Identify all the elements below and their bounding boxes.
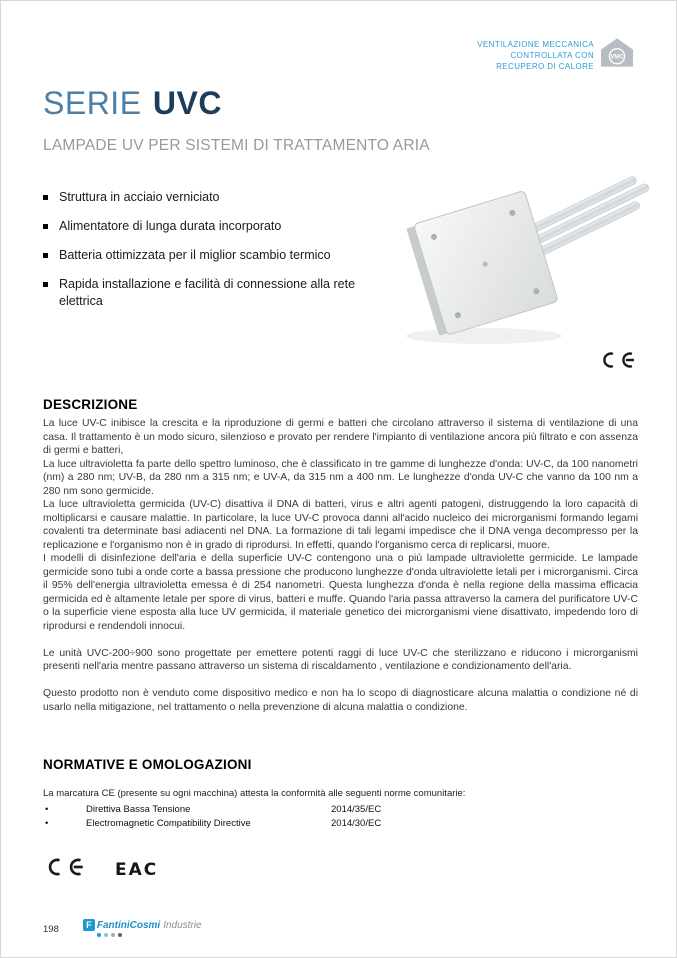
ce-mark-icon bbox=[43, 857, 85, 882]
normative-intro: La marcatura CE (presente su ogni macchina) attesta la conformità alle seguenti norme comunitarie: bbox=[43, 788, 466, 799]
normative-item bbox=[43, 803, 638, 817]
description-paragraph: I modelli di disinfezione dell'aria e della superficie UV-C contengono una o più lampade ultraviolette germicide. Le lampade germicide sono tubi a onde corte a bassa pressione che producono lunghezze d'onda ultraviolette letali per i microrganismi. Circa il 95% dell'energia ultravioletta emessa è di 254 nanometri. Questa lunghezza d'onda è nella regione della massima efficacia germicida ed è altamente letale per spore di virus, batteri e muffe. Quando l'aria passa attraverso la camera del purificatore UV-C o la superficie viene esposta alla luce UV germicida, il materiale genetico dei microrganismi viene disattivato, impedendo loro di riprodursi e rendendoli innocui. bbox=[43, 553, 638, 632]
bullet-dot: • bbox=[45, 818, 49, 829]
directive-name: Direttiva Bassa Tensione bbox=[86, 804, 191, 815]
eac-mark: EAC bbox=[115, 859, 159, 880]
feature-item bbox=[43, 247, 361, 264]
feature-text: Alimentatore di lunga durata incorporato bbox=[59, 219, 282, 233]
directive-name: Electromagnetic Compatibility Directive bbox=[86, 818, 251, 829]
logo-suffix: Industrie bbox=[163, 919, 202, 931]
feature-item bbox=[43, 218, 361, 235]
ce-mark-icon bbox=[598, 351, 636, 374]
description-paragraph: La luce UV-C inibisce la crescita e la riproduzione di germi e batteri che circolano attraverso il sistema di ventilazione di una casa. Il trattamento è un modo sicuro, silenzioso e provato per rendere l'impianto di ventilazione ancora più filtrato e con assenza di germi e batteri, bbox=[43, 418, 638, 456]
page-subtitle: LAMPADE UV PER SISTEMI DI TRATTAMENTO ARIA bbox=[43, 137, 430, 154]
logo-name: FantiniCosmi bbox=[96, 919, 161, 931]
description-body bbox=[43, 417, 638, 714]
feature-text: Struttura in acciaio verniciato bbox=[59, 190, 220, 204]
feature-item bbox=[43, 189, 361, 206]
tagline-line: RECUPERO DI CALORE bbox=[496, 62, 594, 71]
directive-code: 2014/35/EC bbox=[331, 804, 382, 815]
page-footer bbox=[43, 919, 202, 937]
normative-list bbox=[43, 803, 638, 831]
page-number: 198 bbox=[43, 924, 59, 935]
logo-dot bbox=[118, 933, 122, 937]
vmc-house-icon bbox=[600, 37, 634, 68]
certification-marks bbox=[43, 857, 158, 882]
normative-heading: NORMATIVE E OMOLOGAZIONI bbox=[43, 757, 252, 772]
header-tagline bbox=[477, 39, 594, 72]
description-paragraph: La luce ultravioletta germicida (UV-C) disattiva il DNA di batteri, virus e altri agenti patogeni, distruggendo la loro capacità di moltiplicarsi e causare malattie. In particolare, la luce UV-C provoca danni all'acido nucleico dei microrganismi formando legami covalenti tra determinate basi adiacenti nel DNA. La formazione di tali legami impedisce che il DNA venga decompresso per la replicazione e l'organismo non è in grado di riprodursi. In effetti, quando l'organismo cerca di replicarsi, muore. bbox=[43, 499, 638, 551]
vmc-label: VMC bbox=[610, 53, 624, 61]
tagline-line: CONTROLLATA CON bbox=[510, 51, 594, 60]
description-paragraph: Le unità UVC-200÷900 sono progettate per emettere potenti raggi di luce UV-C che sterilizzano e riducono i microrganismi presenti nell'aria mentre passano attraverso un sistema di riscaldamento , ventilazione e condizionamento dell'aria. bbox=[43, 647, 638, 672]
feature-list bbox=[43, 189, 361, 322]
logo-dot bbox=[111, 933, 115, 937]
description-paragraph bbox=[43, 674, 638, 688]
logo-dots bbox=[97, 933, 202, 937]
fantini-cosmi-logo bbox=[83, 919, 202, 937]
model-word: UVC bbox=[152, 85, 222, 121]
logo-f-icon: F bbox=[83, 919, 95, 931]
directive-code: 2014/30/EC bbox=[331, 818, 382, 829]
feature-text: Rapida installazione e facilità di connessione alla rete elettrica bbox=[59, 277, 356, 308]
normative-item bbox=[43, 817, 638, 831]
series-word: SERIE bbox=[43, 85, 142, 121]
description-paragraph bbox=[43, 633, 638, 647]
bullet-dot: • bbox=[45, 804, 49, 815]
bullet-square-icon bbox=[43, 224, 48, 229]
feature-item bbox=[43, 276, 361, 310]
feature-text: Batteria ottimizzata per il miglior scambio termico bbox=[59, 248, 331, 262]
description-heading: DESCRIZIONE bbox=[43, 397, 138, 412]
mounting-plate bbox=[406, 190, 558, 337]
logo-dot bbox=[97, 933, 101, 937]
logo-dot bbox=[104, 933, 108, 937]
description-section bbox=[43, 397, 638, 714]
bullet-square-icon bbox=[43, 195, 48, 200]
tagline-line: VENTILAZIONE MECCANICA bbox=[477, 40, 594, 49]
logo-text-row bbox=[83, 919, 202, 931]
bullet-square-icon bbox=[43, 282, 48, 287]
page-title bbox=[43, 85, 222, 122]
bullet-square-icon bbox=[43, 253, 48, 258]
description-paragraph: Questo prodotto non è venduto come dispositivo medico e non ha lo scopo di diagnosticare alcuna malattia o condizione né di usarlo nella mitigazione, nel trattamento o nella prevenzione di alcuna malattia o condizione. bbox=[43, 688, 638, 713]
normative-section bbox=[43, 757, 638, 831]
description-paragraph: La luce ultravioletta fa parte dello spettro luminoso, che è classificato in tre gamme di lunghezze d'onda: UV-C, da 100 nanometri (nm) a 280 nm; UV-B, da 280 nm a 315 nm; e UV-A, da 315 nm a 400 nm. Le lunghezze d'onda UV-C che vanno da 100 nm a 280 nm sono germicide. bbox=[43, 458, 638, 497]
product-photo bbox=[379, 164, 659, 359]
